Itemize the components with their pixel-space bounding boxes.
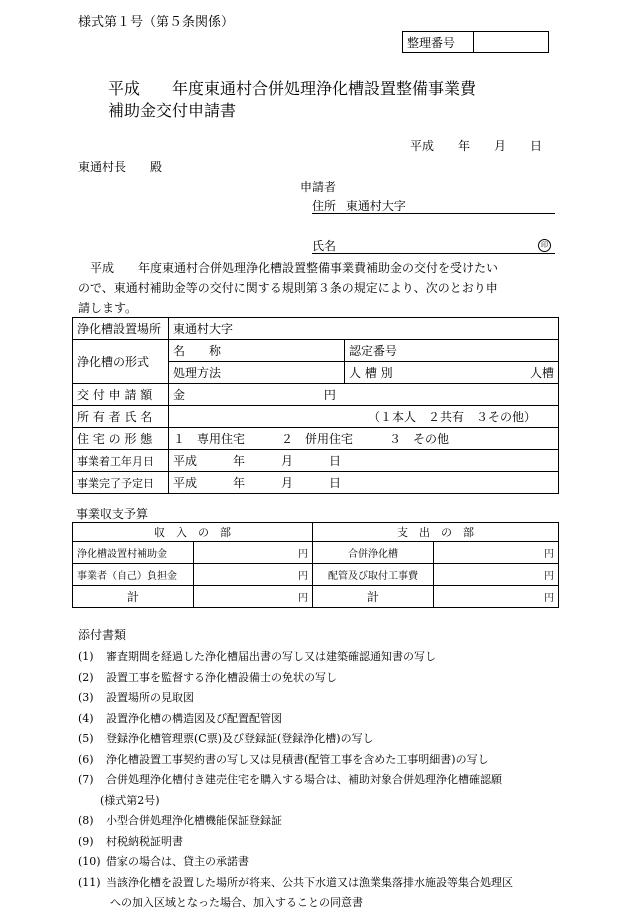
- attachment-item: [78, 792, 160, 808]
- attachment-text: 合併処理浄化槽付き建売住宅を購入する場合は、補助対象合併処理浄化槽確認願: [106, 773, 502, 786]
- address-line: [312, 197, 555, 214]
- attachment-number: (8): [78, 814, 94, 827]
- attachment-item: [78, 874, 513, 890]
- body-text-line-2: ので、東通村補助金等の交付に関する規則第３条の規定により、次のとおり申: [78, 281, 498, 295]
- income-item: 浄化槽設置村補助金: [73, 542, 194, 564]
- income-item: 事業者（自己）負担金: [73, 564, 194, 586]
- attachment-text: 浄化槽設置工事契約書の写し又は見積書(配管工事を含めた工事明細書)の写し: [106, 752, 489, 766]
- attachment-text: 当該浄化槽を設置した場所が将来、公共下水道又は漁業集落排水施設等集合処理区: [106, 875, 513, 889]
- attachment-item: [78, 833, 183, 849]
- attachment-text: 村税納税証明書: [106, 834, 183, 848]
- expense-total-label: 計: [313, 586, 434, 608]
- name-line: [312, 237, 555, 254]
- income-amount[interactable]: 円: [194, 542, 313, 564]
- attachment-number: (6): [78, 752, 94, 766]
- form-label: 様式第１号（第５条関係）: [78, 15, 235, 30]
- attachment-text: 登録浄化槽管理票(C票)及び登録証(登録浄化槽)の写し: [106, 732, 374, 745]
- budget-table: [72, 522, 559, 608]
- attachment-item: [78, 853, 249, 869]
- attachment-item: [78, 894, 363, 910]
- house-options[interactable]: １ 専用住宅 ２ 併用住宅 ３ その他: [169, 428, 559, 450]
- type-label: 浄化槽の形式: [73, 340, 169, 384]
- attachment-text: 小型合併処理浄化槽機能保証登録証: [106, 814, 282, 827]
- income-amount[interactable]: 円: [194, 564, 313, 586]
- location-value[interactable]: 東通村大字: [169, 318, 559, 340]
- capacity-unit: 人槽: [529, 366, 554, 380]
- start-date-value[interactable]: 平成 年 月 日: [169, 450, 559, 472]
- attachment-number: (2): [78, 670, 94, 684]
- expense-item: 合併浄化槽: [313, 542, 434, 564]
- attachment-item: [78, 730, 374, 746]
- attachment-item: [78, 648, 436, 664]
- location-label: 浄化槽設置場所: [73, 318, 169, 340]
- attachment-item: [78, 751, 489, 767]
- treatment-method-cell[interactable]: 処理方法: [169, 362, 345, 384]
- attachment-item: [78, 689, 194, 705]
- amount-label: 交 付 申 請 額: [73, 384, 169, 406]
- body-text-line-1: 平成 年度東通村合併処理浄化槽設置整備事業費補助金の交付を受けたい: [78, 261, 499, 275]
- attachment-item: [78, 710, 282, 726]
- cert-number-cell[interactable]: 認定番号: [345, 340, 559, 362]
- attachment-text: 設置工事を監督する浄化槽設備士の免状の写し: [106, 670, 337, 684]
- title-line-1: 平成 年度東通村合併処理浄化槽設置整備事業費: [108, 79, 477, 98]
- address-label: 住所: [312, 199, 337, 213]
- application-table: [72, 317, 559, 494]
- amount-field[interactable]: [169, 384, 559, 406]
- attachment-number: (5): [78, 732, 94, 745]
- title-line-2: 補助金交付申請書: [108, 101, 237, 120]
- attachment-number: (1): [78, 650, 94, 663]
- expense-amount[interactable]: 円: [434, 542, 559, 564]
- attachment-item: [78, 812, 282, 828]
- body-text-line-3: 請します。: [78, 301, 138, 315]
- attachment-number: (4): [78, 711, 94, 725]
- start-date-label: 事業着工年月日: [73, 450, 169, 472]
- house-label: 住 宅 の 形 態: [73, 428, 169, 450]
- ref-number-box: [402, 31, 549, 53]
- capacity-cell[interactable]: [345, 362, 559, 384]
- end-date-value[interactable]: 平成 年 月 日: [169, 472, 559, 494]
- attachment-number: (3): [78, 691, 94, 704]
- expense-amount[interactable]: 円: [434, 564, 559, 586]
- attachment-text: 審査期間を経過した浄化槽届出書の写し又は建築確認通知書の写し: [106, 650, 436, 663]
- attachment-item: [78, 771, 502, 787]
- addressee: 東通村長 殿: [78, 160, 163, 174]
- ref-number-label: 整理番号: [403, 32, 474, 53]
- income-total-amount[interactable]: 円: [194, 586, 313, 608]
- attachment-text: (様式第2号): [100, 793, 160, 807]
- attachment-text: 借家の場合は、貸主の承諾書: [106, 855, 249, 868]
- owner-label: 所 有 者 氏 名: [73, 406, 169, 428]
- attachment-number: (7): [78, 773, 94, 786]
- applicant-label: 申請者: [300, 180, 337, 194]
- attachment-item: [78, 669, 337, 685]
- attachment-number: (9): [78, 834, 94, 848]
- name-label: 氏名: [312, 239, 337, 253]
- attachment-text: への加入区域となった場合、加入することの同意書: [110, 896, 363, 909]
- attachments-heading: 添付書類: [78, 628, 127, 642]
- amount-unit: 円: [323, 388, 336, 402]
- capacity-label: 人 槽 別: [349, 366, 393, 380]
- income-header: 収 入 の 部: [73, 523, 313, 542]
- attachment-text: 設置場所の見取図: [106, 691, 194, 704]
- address-value: 東通村大字: [345, 199, 406, 213]
- amount-prefix: 金: [173, 388, 186, 402]
- budget-heading: 事業収支予算: [76, 507, 149, 521]
- attachment-number: (11): [78, 875, 101, 889]
- tank-name-cell[interactable]: 名 称: [169, 340, 345, 362]
- end-date-label: 事業完了予定日: [73, 472, 169, 494]
- expense-header: 支 出 の 部: [313, 523, 559, 542]
- attachment-text: 設置浄化槽の構造図及び配置配管図: [106, 711, 282, 725]
- owner-options[interactable]: （１本人 ２共有 ３その他）: [169, 406, 559, 428]
- expense-total-amount[interactable]: 円: [434, 586, 559, 608]
- seal-mark: 印: [538, 239, 551, 252]
- income-total-label: 計: [73, 586, 194, 608]
- date-line: 平成 年 月 日: [410, 139, 543, 153]
- ref-number-field[interactable]: [474, 32, 549, 53]
- attachment-number: (10): [78, 855, 101, 868]
- expense-item: 配管及び取付工事費: [313, 564, 434, 586]
